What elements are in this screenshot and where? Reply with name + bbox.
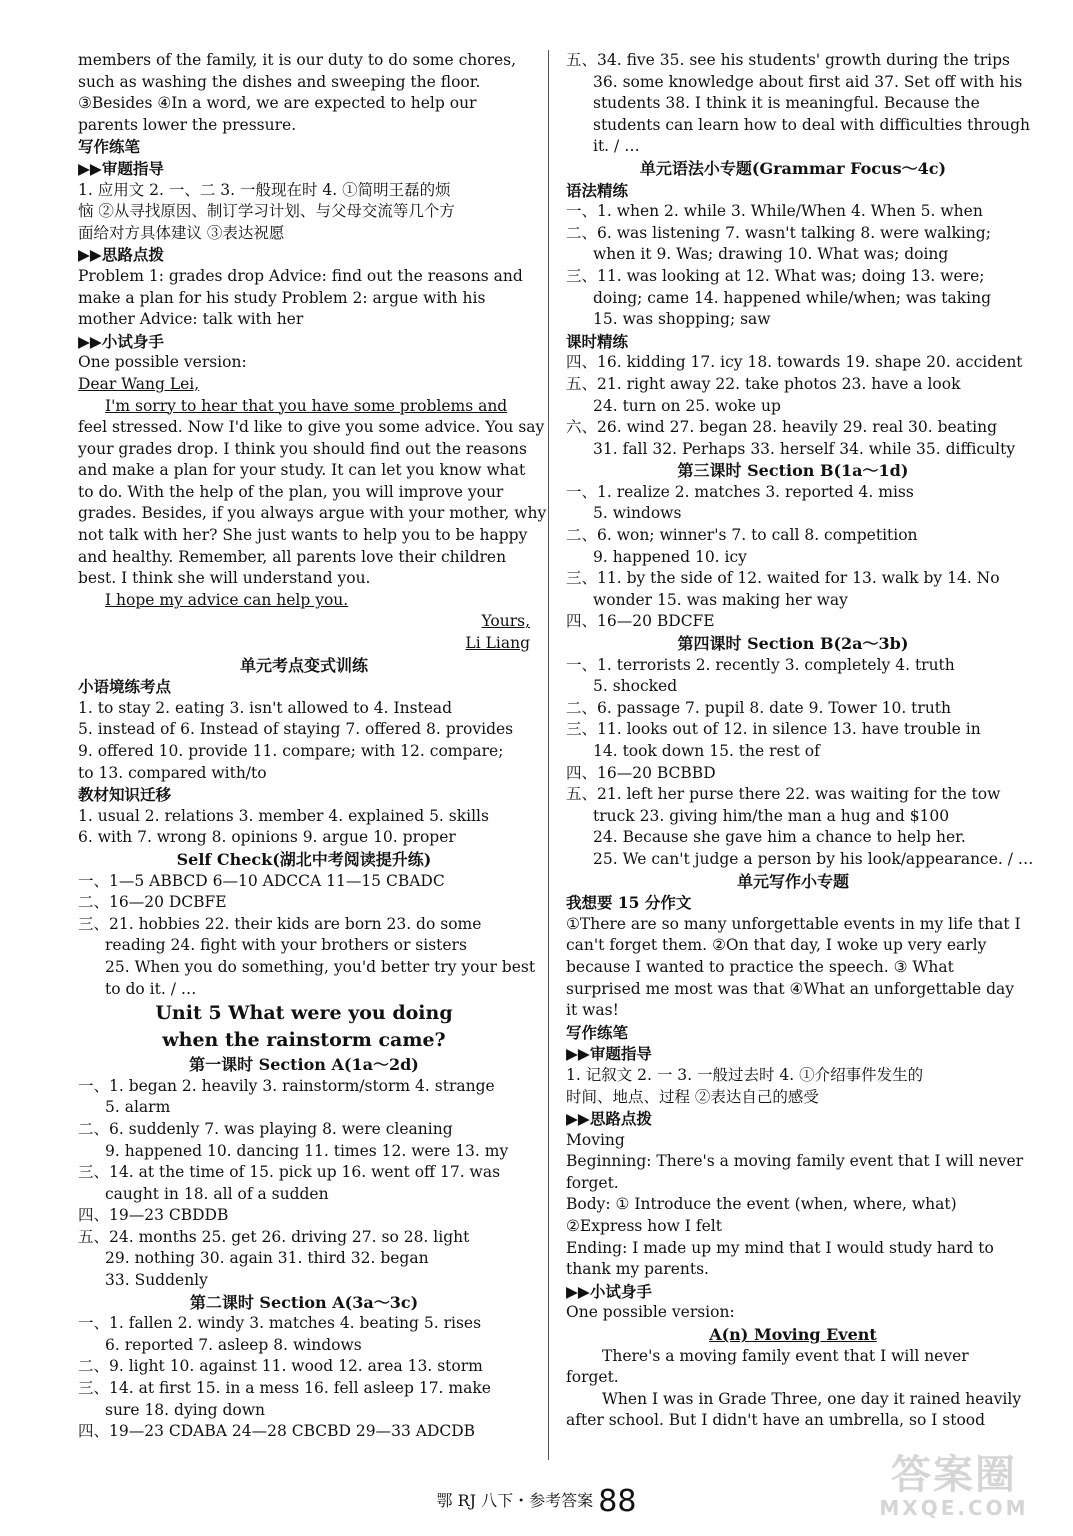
answer-line: when it 9. Was; drawing 10. What was; doing xyxy=(593,245,949,264)
text-line: 恼 ②从寻找原因、制订学习计划、与父母交流等几个方 xyxy=(78,202,455,221)
essay-line: after school. But I didn't have an umbrella, so I stood xyxy=(566,1411,986,1430)
section-title: 单元考点变式训练 xyxy=(239,655,368,675)
column-divider xyxy=(548,50,549,1460)
text-line: Moving xyxy=(566,1130,625,1149)
section-heading: 教材知识迁移 xyxy=(78,785,172,805)
letter-line: to do. With the help of the plan, you will improve your xyxy=(78,482,504,501)
essay-line: forget. xyxy=(566,1368,619,1387)
answer-line: 二、6. won; winner's 7. to call 8. competition xyxy=(566,526,918,545)
letter-line: your grades drop. I think you should find out the reasons xyxy=(78,439,527,458)
answer-line: 二、16—20 DCBFE xyxy=(78,893,227,912)
answer-line: 36. some knowledge about first aid 37. Set off with his xyxy=(593,72,1023,91)
answer-line: 24. Because she gave him a chance to help her. xyxy=(593,828,966,847)
section-title: 第四课时 Section B(2a～3b) xyxy=(677,634,909,654)
answer-line: 三、11. was looking at 12. What was; doing 13. were; xyxy=(566,266,985,285)
answer-line: 31. fall 32. Perhaps 33. herself 34. while 35. difficulty xyxy=(593,439,1016,458)
answer-line: 二、9. light 10. against 11. wood 12. area 13. storm xyxy=(78,1357,483,1376)
answer-line: 25. We can't judge a person by his look/appearance. / … xyxy=(593,849,1034,868)
answer-line: students 38. I think it is meaningful. Because the xyxy=(593,94,980,113)
answer-line: truck 23. giving him/the man a hug and $100 xyxy=(593,806,950,825)
text-line: ①There are so many unforgettable events in my life that I xyxy=(566,914,1021,933)
answer-line: 四、19—23 CBDDB xyxy=(78,1206,229,1225)
right-column xyxy=(566,50,1034,1432)
text-line: make a plan for his study Problem 2: argue with his xyxy=(78,288,486,307)
answer-line: 9. happened 10. icy xyxy=(593,547,747,566)
subsection-heading: ▶▶小试身手 xyxy=(566,1281,652,1301)
watermark-logo xyxy=(859,1454,1049,1524)
unit-title: when the rainstorm came? xyxy=(162,1029,446,1052)
section-heading: 课时精练 xyxy=(566,331,629,351)
answer-line: 五、34. five 35. see his students' growth during the trips xyxy=(566,51,1010,69)
answer-line: students can learn how to deal with difficulties through xyxy=(593,115,1031,134)
letter-line xyxy=(78,417,545,439)
section-heading: 语法精练 xyxy=(566,180,629,200)
subsection-heading: ▶▶审题指导 xyxy=(78,158,164,178)
footer-label: 鄂 RJ 八下・参考答案 xyxy=(436,1491,594,1510)
answer-line: 5. alarm xyxy=(105,1098,171,1117)
answer-line: 三、14. at first 15. in a mess 16. fell asleep 17. make xyxy=(78,1379,491,1398)
answer-line: 5. windows xyxy=(593,504,682,523)
answer-line: 二、6. was listening 7. wasn't talking 8. were walking; xyxy=(566,223,991,242)
text-line: Body: ① Introduce the event (when, where, what) xyxy=(566,1195,957,1214)
text-line: 面给对方具体建议 ③表达祝愿 xyxy=(78,223,285,242)
answer-line: 14. took down 15. the rest of xyxy=(593,742,820,760)
text-line: thank my parents. xyxy=(566,1260,709,1279)
answer-line: 四、19—23 CDABA 24—28 CBCBD 29—33 ADCDB xyxy=(78,1422,476,1441)
answer-line: it. / … xyxy=(593,137,640,156)
answer-line: reading 24. fight with your brothers or sisters xyxy=(105,936,467,955)
watermark-bottom-text: MXQE.COM xyxy=(879,1496,1029,1520)
text-line: Problem 1: grades drop Advice: find out the reasons and xyxy=(78,266,523,285)
text-line: surprised me most was that ④What an unforgettable day xyxy=(566,979,1015,998)
section-title: 第二课时 Section A(3a～3c) xyxy=(189,1292,419,1312)
section-title: 第一课时 Section A(1a～2d) xyxy=(189,1055,419,1075)
text-line: such as washing the dishes and sweeping the floor. xyxy=(78,72,481,91)
section-heading: 我想要 15 分作文 xyxy=(566,893,692,913)
subsection-heading: ▶▶小试身手 xyxy=(78,331,164,351)
answer-line: 二、6. passage 7. pupil 8. date 9. Tower 10. truth xyxy=(566,698,952,717)
answer-line: 5. instead of 6. Instead of staying 7. offered 8. provides xyxy=(78,720,514,739)
section-title: 单元语法小专题(Grammar Focus～4c) xyxy=(639,158,947,178)
text: You say xyxy=(485,418,545,437)
underlined-text: feel stressed. Now I'd like to give you some advice. xyxy=(78,418,481,437)
answer-line: 五、21. left her purse there 22. was waiting for the tow xyxy=(566,785,1001,804)
answer-line: 五、21. right away 22. take photos 23. have a look xyxy=(566,374,961,393)
text-line: Beginning: There's a moving family event that I will never xyxy=(566,1152,1024,1171)
text-line: parents lower the pressure. xyxy=(78,115,297,134)
text-line: ②Express how I felt xyxy=(566,1217,722,1236)
section-heading: 写作练笔 xyxy=(78,137,141,157)
answer-line: 15. was shopping; saw xyxy=(593,310,771,329)
answer-line: doing; came 14. happened while/when; was taking xyxy=(593,288,992,307)
answer-line: 一、1. fallen 2. windy 3. matches 4. beating 5. rises xyxy=(78,1314,482,1333)
essay-line: There's a moving family event that I will never xyxy=(602,1346,969,1365)
answer-line: 一、1. terrorists 2. recently 3. completely 4. truth xyxy=(566,655,955,674)
text-line: because I wanted to practice the speech. ③ What xyxy=(566,957,954,976)
section-heading: 小语境练考点 xyxy=(78,677,172,697)
unit-title: Unit 5 What were you doing xyxy=(155,1002,453,1025)
answer-line: 一、1—5 ABBCD 6—10 ADCCA 11—15 CBADC xyxy=(78,871,445,890)
answer-line: to 13. compared with/to xyxy=(78,763,267,782)
answer-line: 9. happened 10. dancing 11. times 12. were 13. my xyxy=(105,1141,509,1160)
text-line: members of the family, it is our duty to do some chores, xyxy=(78,51,517,69)
essay-line: When I was in Grade Three, one day it rained heavily xyxy=(602,1389,1022,1408)
section-heading: 写作练笔 xyxy=(566,1022,629,1042)
essay-title: A(n) Moving Event xyxy=(709,1325,877,1345)
letter-salutation: Dear Wang Lei, xyxy=(78,374,200,393)
text-line: 1. 记叙文 2. 一 3. 一般过去时 4. ①介绍事件发生的 xyxy=(566,1065,924,1084)
text-line: 时间、地点、过程 ②表达自己的感受 xyxy=(566,1087,819,1106)
letter-line: not talk with her? She just wants to help you to be happy xyxy=(78,526,528,545)
answer-line: 三、14. at the time of 15. pick up 16. went off 17. was xyxy=(78,1163,501,1182)
text-line: One possible version: xyxy=(566,1303,735,1322)
section-title: 单元写作小专题 xyxy=(736,871,849,891)
letter-line: grades. Besides, if you always argue with your mother, why xyxy=(78,504,547,523)
text-line: ③Besides ④In a word, we are expected to help our xyxy=(78,94,477,113)
text-line: One possible version: xyxy=(78,353,247,372)
answer-line: 四、16—20 BCBBD xyxy=(566,763,716,782)
watermark-top-text: 答案圈 xyxy=(891,1452,1017,1498)
answer-line: 三、21. hobbies 22. their kids are born 23. do some xyxy=(78,914,482,933)
answer-line: 9. offered 10. provide 11. compare; with 12. compare; xyxy=(78,742,504,760)
answer-line: 二、6. suddenly 7. was playing 8. were cleaning xyxy=(78,1119,453,1138)
answer-line: 五、24. months 25. get 26. driving 27. so 28. light xyxy=(78,1227,470,1246)
answer-line: sure 18. dying down xyxy=(105,1400,265,1419)
text-line: mother Advice: talk with her xyxy=(78,310,304,329)
letter-closing: I hope my advice can help you. xyxy=(105,590,349,609)
answer-line: 5. shocked xyxy=(593,677,678,696)
letter-line: and make a plan for your study. It can let you know what xyxy=(78,461,526,480)
section-title: Self Check(湖北中考阅读提升练) xyxy=(176,849,432,869)
answer-line: 29. nothing 30. again 31. third 32. began xyxy=(105,1249,429,1268)
letter-line: and healthy. Remember, all parents love their children xyxy=(78,547,507,566)
section-title: 第三课时 Section B(1a～1d) xyxy=(677,461,909,481)
answer-line: 四、16—20 BDCFE xyxy=(566,612,715,631)
answer-line: 1. to stay 2. eating 3. isn't allowed to 4. Instead xyxy=(78,698,453,717)
answer-line: to do it. / … xyxy=(105,979,197,998)
text-line: it was! xyxy=(566,1001,619,1020)
answer-line: 25. When you do something, you'd better try your best xyxy=(105,957,536,976)
answer-line: 6. with 7. wrong 8. opinions 9. argue 10. proper xyxy=(78,828,456,847)
letter-signature: Li Liang xyxy=(465,634,530,653)
text-line: Ending: I made up my mind that I would study hard to xyxy=(566,1238,994,1257)
answer-line: 33. Suddenly xyxy=(105,1271,208,1290)
text-line: can't forget them. ②On that day, I woke up very early xyxy=(566,936,987,955)
text-line: 1. 应用文 2. 一、二 3. 一般现在时 4. ①简明王磊的烦 xyxy=(78,180,451,199)
page-number: 88 xyxy=(598,1484,637,1519)
text-line: forget. xyxy=(566,1173,619,1192)
answer-line: wonder 15. was making her way xyxy=(593,590,848,609)
answer-line: 一、1. when 2. while 3. While/When 4. When 5. when xyxy=(566,202,983,221)
letter-opening: I'm sorry to hear that you have some problems and xyxy=(105,396,508,415)
subsection-heading: ▶▶审题指导 xyxy=(566,1044,652,1064)
answer-line: 24. turn on 25. woke up xyxy=(593,396,781,415)
answer-line: 六、26. wind 27. began 28. heavily 29. real 30. beating xyxy=(566,418,997,437)
letter-line: best. I think she will understand you. xyxy=(78,569,371,588)
answer-line: 四、16. kidding 17. icy 18. towards 19. shape 20. accident xyxy=(566,353,1023,372)
letter-signoff: Yours, xyxy=(481,612,530,631)
answer-line: 一、1. began 2. heavily 3. rainstorm/storm 4. strange xyxy=(78,1076,495,1095)
answer-line: 三、11. looks out of 12. in silence 13. have trouble in xyxy=(566,720,981,739)
answer-line: caught in 18. all of a sudden xyxy=(105,1184,329,1203)
answer-line: 一、1. realize 2. matches 3. reported 4. miss xyxy=(566,482,914,501)
answer-line: 三、11. by the side of 12. waited for 13. walk by 14. No xyxy=(566,569,1000,588)
answer-line: 1. usual 2. relations 3. member 4. explained 5. skills xyxy=(78,806,489,825)
answer-line: 6. reported 7. asleep 8. windows xyxy=(105,1335,362,1354)
subsection-heading: ▶▶思路点拨 xyxy=(566,1109,652,1129)
left-column xyxy=(78,50,547,1443)
subsection-heading: ▶▶思路点拨 xyxy=(78,245,164,265)
